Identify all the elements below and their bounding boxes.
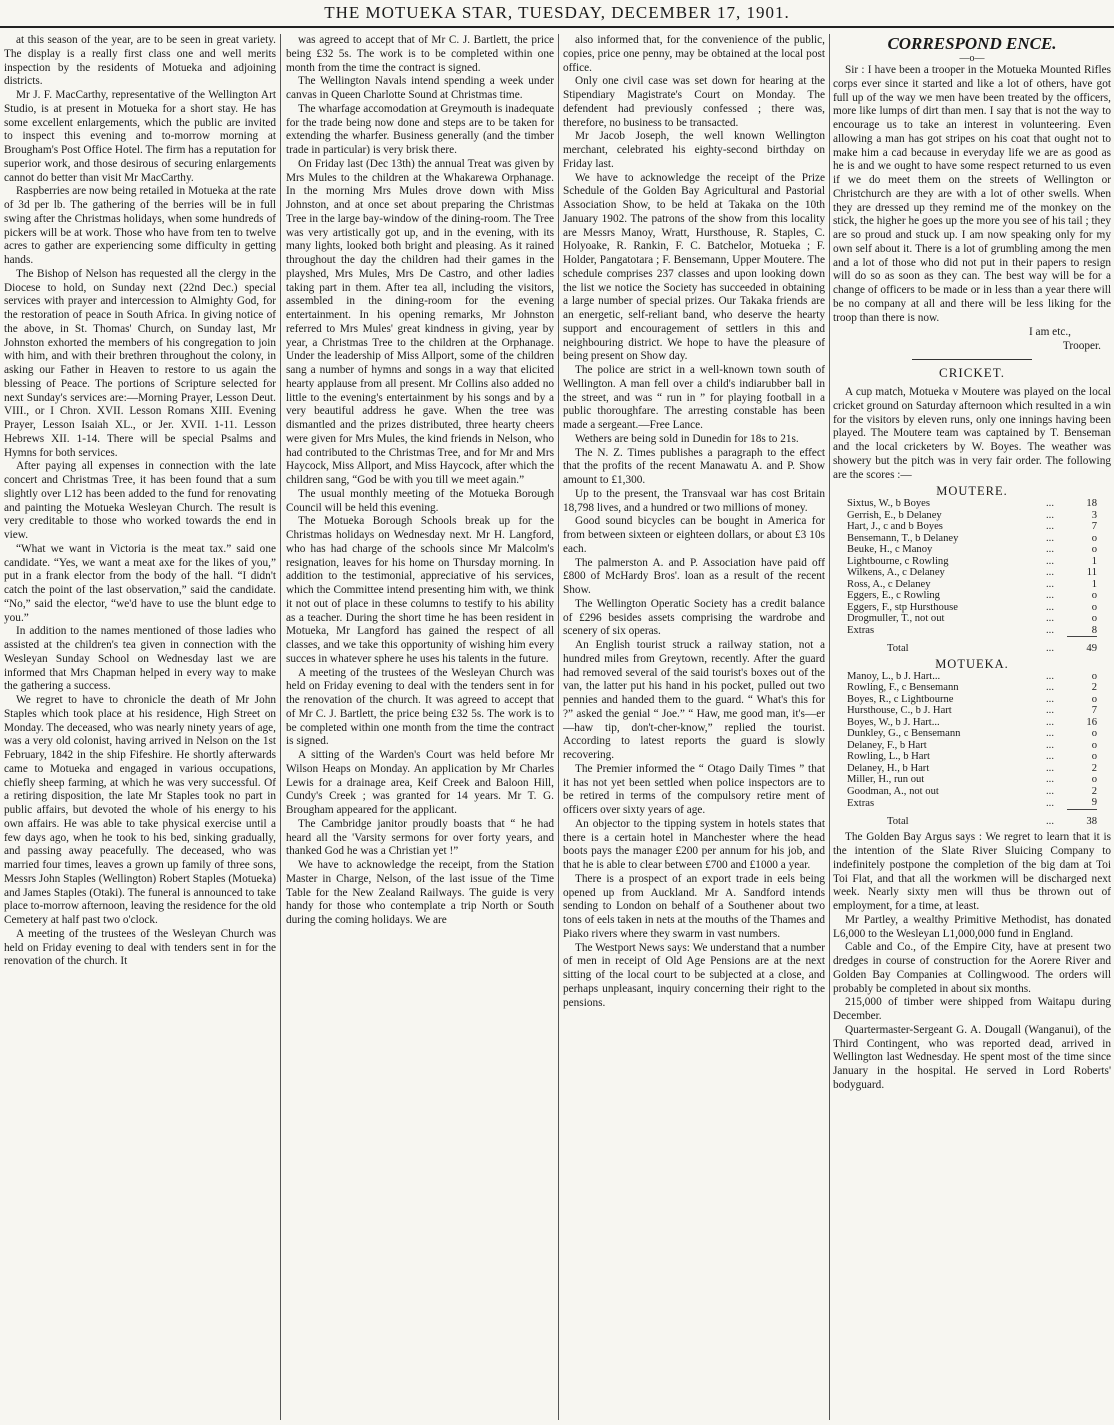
runs: 11: [1086, 567, 1097, 579]
news-paragraph: The Wellington Navals intend spending a week under canvas in Queen Charlotte Sound at Christmas time.: [286, 75, 554, 101]
leader-dots: ...: [1046, 716, 1054, 728]
leader-dots: ...: [1046, 762, 1054, 774]
runs: o: [1091, 728, 1097, 740]
news-paragraph: Only one civil case was set down for hearing at the Stipendiary Magistrate's Court on Monday. The defendent had previously confessed ; there was, therefore, no business to be transacted.: [563, 75, 825, 129]
news-paragraph: A meeting of the trustees of the Wesleyan Church was held on Friday evening to deal with the tenders sent in for the renovation of the church. It was agreed to accept that of Mr C. J. Bartlett, the price being £32 5s. The work is to be completed within one month from the time the contract is signed.: [286, 666, 554, 748]
leader-dots: ...: [1046, 728, 1054, 740]
score-row: [847, 671, 1097, 683]
runs: 9: [1091, 797, 1097, 809]
news-paragraph: The Golden Bay Argus says : We regret to learn that it is the intention of the Slate River Sluicing Company to indefinitely postpone the completion of the big dam at Toi Toi Flat, and that all the workmen will be discharged next week. Nearly sixty men will thus be thrown out of employment, for a time, at least.: [833, 831, 1111, 912]
total-row: [847, 809, 1097, 827]
column-rule: [558, 34, 559, 1420]
leader-dots: ...: [1046, 682, 1054, 694]
news-paragraph: A meeting of the trustees of the Wesleyan Church was held on Friday evening to deal with tenders sent in for the renovation of the church. It: [4, 927, 276, 968]
score-row: [847, 544, 1097, 556]
batsman-name: Hart, J., c and b Boyes: [847, 521, 943, 533]
news-paragraph: Up to the present, the Transvaal war has cost Britain 18,798 lives, and a hundred or two millions of money.: [563, 487, 825, 514]
news-paragraph: also informed that, for the convenience of the public, copies, price one penny, may be obtained at the local post office.: [563, 34, 825, 74]
score-row: [847, 763, 1097, 775]
column-rule: [829, 34, 830, 1420]
batsman-name: Goodman, A., not out: [847, 785, 939, 797]
scorecard-motueka: [847, 671, 1097, 828]
news-paragraph: We regret to have to chronicle the death of Mr John Staples which took place at his residence, High Street on Monday. The deceased, who was nearly ninety years of age, was a very old colonist, having arrived in Nelson on the 1st February, 1842 in the ship Fifeshire. He shortly afterwards came to Motueka and engaged in various occupations, chiefly sheep farming, at which he was very successful. Of a retiring disposition, the late Mr Staples took no part in public affairs, but devoted the whole of his energy to his own affairs. He was able to take physical exercise until a few days ago, when he took to his bed, sinking gradually, and passing away peacefully. The deceased, who was married four times, leaves a grown up family of three sons, Messrs John Staples (Wellington) Robert Staples (Motueka) and James Staples (Otaki). The funeral is announced to take place to-morrow afternoon, leaving the residence for the old Cemetery at half past two o'clock.: [4, 694, 276, 926]
batsman-name: Delaney, F., b Hart: [847, 739, 927, 751]
cricket-heading: CRICKET.: [939, 365, 1005, 381]
batsman-name: Miller, H., run out: [847, 774, 925, 786]
column-1: [4, 34, 276, 1422]
leader-dots: ...: [1046, 532, 1054, 544]
batsman-name: Ross, A., c Delaney: [847, 578, 931, 590]
news-paragraph: “What we want in Victoria is the meat tax.” said one candidate. “Yes, we want a meat axe for the likes of you,” put in a frank elector from the body of the hall. “I didn't catch the point of the last observation,” said the candidate. “No,” said the elector, “we'd have to use the blunt edge to you.”: [4, 542, 276, 624]
team-heading-motueka: MOTUEKA.: [935, 656, 1009, 671]
news-paragraph: After paying all expenses in connection with the late concert and Christmas Tree, it has been found that a sum slightly over L12 has been added to the fund for renovating and painting the Motueka Wesleyan Church. The result is very creditable to those who worked towards the end in view.: [4, 460, 276, 541]
runs: 2: [1091, 785, 1097, 797]
runs: 18: [1086, 498, 1097, 510]
leader-dots: ...: [1046, 601, 1054, 613]
news-paragraph: The Westport News says: We understand that a number of men in receipt of Old Age Pensions are at the next sitting of the local court to be subjected at a close, and perhaps unpleasant, inquiry concerning their right to the pensions.: [563, 941, 825, 1009]
leader-dots: ...: [1046, 785, 1054, 797]
leader-dots: ...: [1046, 567, 1054, 579]
score-row: [847, 682, 1097, 694]
leader-dots: ...: [1046, 625, 1054, 636]
letter-signature: Trooper.: [1062, 340, 1101, 353]
runs: 1: [1091, 578, 1097, 590]
score-row: [847, 498, 1097, 510]
cricket-intro: A cup match, Motueka v Moutere was played on the local cricket ground on Saturday afternoon which resulted in a win for the visitors by eleven runs, only one innings having been played. The Moutere team was captained by T. Benseman and the local cricketers by W. Boyes. The weather was showery but the pitch was in very fair order. The following are the scores :—: [833, 386, 1111, 481]
runs: 7: [1091, 521, 1097, 533]
score-row: [847, 797, 1097, 809]
leader-dots: ...: [1046, 544, 1054, 556]
news-paragraph: We have to acknowledge the receipt, from the Station Master in Charge, Nelson, of the last issue of the Time Table for the New Zealand Railways. The guide is very handy for those who contemplate a trip North or South during the coming holidays. We are: [286, 859, 554, 926]
news-paragraph: The N. Z. Times publishes a paragraph to the effect that the profits of the recent Manawatu A. and P. Show amount to £1,300.: [563, 446, 825, 486]
leader-dots: ...: [1046, 774, 1054, 786]
news-paragraph: Wethers are being sold in Dunedin for 18s to 21s.: [575, 432, 799, 445]
news-paragraph: The Wellington Operatic Society has a credit balance of £296 besides assets comprising the wardrobe and scenery of six operas.: [563, 597, 825, 638]
news-paragraph: Quartermaster-Sergeant G. A. Dougall (Wanganui), of the Third Contingent, who was reported dead, arrived in Wellington last Wednesday. He spent most of the time since January in the hospital. He served in Lord Roberts' bodyguard.: [833, 1023, 1111, 1091]
batsman-name: Drogmuller, T., not out: [847, 613, 945, 625]
news-paragraph: An objector to the tipping system in hotels states that there is a certain hotel in Manchester where the head boots pays the manager £200 per annum for his job, and that he is able to clear between £700 and £1000 a year.: [563, 817, 825, 871]
heading-ornament: —o—: [959, 53, 985, 64]
score-row: [847, 694, 1097, 706]
score-row: [847, 625, 1097, 637]
batsman-name: Rowling, F., c Bensemann: [847, 682, 959, 694]
runs: o: [1091, 544, 1097, 556]
leader-dots: ...: [1046, 670, 1054, 682]
leader-dots: ...: [1046, 751, 1054, 763]
runs: 16: [1086, 716, 1097, 728]
column-4: [833, 34, 1111, 1422]
news-paragraph: The police are strict in a well-known town south of Wellington. A man fell over a child's indiarubber ball in the street, and was “ run in ” for playing football in a public thoroughfare. The arresting constable has been made a sergeant.—Free Lance.: [563, 364, 825, 431]
column-2: [286, 34, 554, 1422]
score-row: [847, 590, 1097, 602]
news-paragraph: Mr Partley, a wealthy Primitive Methodist, has donated L6,000 to the Wesleyan L1,000,000 fund in England.: [833, 913, 1111, 940]
news-paragraph: A sitting of the Warden's Court was held before Mr Wilson Heaps on Monday. An application by Mr Charles Lewis for a drainage area, Keif Creek and Baloon Hill, Cundy's Creek ; was granted for 14 years. Mr T. G. Brougham appeared for the applicant.: [286, 749, 554, 816]
scorecard-moutere: [847, 498, 1097, 655]
news-paragraph: We have to acknowledge the receipt of the Prize Schedule of the Golden Bay Agricultural and Pastorial Association Show, to be held at Takaka on the 10th January 1902. The patrons of the show from this locality are Messrs Manoy, Wratt, Hursthouse, R. Staples, C. Holyoake, R. Rankin, F. C. Batchelor, Motueka ; F. Holder, Pangatotara ; F. Bensemann, Upper Moutere. The schedule comprises 237 classes and upon looking down the list we notice the Society has succeeded in obtaining a large number of special prizes. Our Takaka friends are an energetic, self-reliant band, who deserve the hearty support and encouragement of settlers in this and neighbouring district. We hope to have the pleasure of being present on Show day.: [563, 171, 825, 363]
news-paragraph: The Bishop of Nelson has requested all the clergy in the Diocese to hold, on Sunday next (22nd Dec.) special services with prayer and intercession to Almighty God, for the restoration of peace in South Africa. In giving notice of the above, in St. Thomas' Church, on Sunday last, Mr Johnston exhorted the members of his congregation to join with him, and with their brethren throughout the colony, in asking our Father in Heaven to restore to us again the blessing of Peace. The portions of Scripture selected for next Sunday's services are:—Morning Prayer, Lesson Deut. VIII., or I Chron. XVII. Lesson Romans XIII. Evening Prayer, Lesson Isaiah XL., or Jer. XVII. 1-11. Lesson Hebrews XII. 1-14. There will be special Psalms and Hymns for both services.: [4, 267, 276, 459]
batsman-name: Rowling, L., b Hart: [847, 751, 930, 763]
news-paragraph: 215,000 of timber were shipped from Waitapu during December.: [833, 996, 1111, 1022]
news-paragraph: The Motueka Borough Schools break up for the Christmas holidays on Wednesday next. Mr H. Langford, who has had charge of the schools since Mr Malcolm's resignation, leaves for his home on Thursday morning. In addition to the testimonial, appreciative of his services, which the Committee intend presenting him with, we think it not out of place in these columns to testify to his ability as a teacher. During the short time he has been resident in Motueka, Mr Langford has gained the respect of all classes, and we take this opportunity of wishing him every succes in whatever sphere he uses his talents in the future.: [286, 515, 554, 665]
score-row: [847, 533, 1097, 545]
leader-dots: ...: [1046, 613, 1054, 625]
leader-dots: ...: [1046, 555, 1054, 567]
news-paragraph: Mr J. F. MacCarthy, representative of the Wellington Art Studio, is at present in Motueka for a short stay. He has some excellent enlargements, which the public are invited to inspect this evening and to-morrow morning at Brougham's Post Office Hotel. The firm has a reputation for superior work, and those desirous of securing enlargements cannot do better than visit Mr MacCarthy.: [4, 89, 276, 184]
news-paragraph: Mr Jacob Joseph, the well known Wellington merchant, celebrated his eighty-second birthday on Friday last.: [563, 130, 825, 170]
news-paragraph: The Cambridge janitor proudly boasts that “ he had heard all the 'Varsity sermons for over forty years, and thanked God he was a Christian yet !”: [286, 817, 554, 858]
score-row: [847, 728, 1097, 740]
score-row: [847, 740, 1097, 752]
team-heading-moutere: MOUTERE.: [936, 484, 1008, 499]
total-row: [847, 637, 1097, 655]
runs: 1: [1091, 555, 1097, 567]
leader-dots: ...: [1046, 693, 1054, 705]
news-paragraph: The Premier informed the “ Otago Daily Times ” that it has not yet been settled when police inspectors are to be retired in terms of the compulsory retire ment of officers over sixty years of age.: [563, 762, 825, 816]
runs: 2: [1091, 682, 1097, 694]
news-paragraph: In addition to the names mentioned of those ladies who assisted at the children's tea given in connection with the Wesleyan Sunday School on Wednesday last we are informed that Mrs Chapman helped in every way to make the gathering a success.: [4, 625, 276, 693]
total-runs: 49: [1067, 637, 1097, 655]
leader-dots: ...: [1046, 578, 1054, 590]
news-paragraph: Good sound bicycles can be bought in America for from between sixteen or eighteen dollars, or about £3 10s each.: [563, 515, 825, 555]
runs: 8: [1091, 624, 1097, 636]
batsman-name: Gerrish, E., b Delaney: [847, 509, 942, 521]
batsman-name: Extras: [847, 625, 875, 636]
batsman-name: Boyes, R., c Lightbourne: [847, 693, 954, 705]
masthead: THE MOTUEKA STAR, TUESDAY, DECEMBER 17, 1901.: [0, 2, 1114, 28]
news-paragraph: was agreed to accept that of Mr C. J. Bartlett, the price being £32 5s. The work is to be completed within one month from the time the contract is signed.: [286, 34, 554, 74]
runs: o: [1091, 601, 1097, 613]
score-row: [847, 521, 1097, 533]
section-divider: [912, 359, 1032, 360]
news-paragraph: On Friday last (Dec 13th) the annual Treat was given by Mrs Mules to the children at the Whakarewa Orphanage. In the morning Mrs Mules drove down with Miss Johnston, and at once set about preparing the Christmas Tree in the large bay-window of the dining-room. The Tree was very artistically got up, and in the evening, with its many lights, looked both bright and pleasing. As it rained throughout the day the children had their games in the playshed, Mrs Mules, Mrs De Castro, and other ladies taking part in them. After tea all, including the visitors, assembled in the dining-room for the evening entertainment. In his opening remarks, Mr Johnston referred to Mrs Mules' great kindness in giving, year by year, a Christmas Tree to the children at the Orphanage. Under the leadership of Miss Allport, some of the children sang a number of hymns and songs in a way that elicited hearty applause from all present. Mr Collins also added no little to the evening's entertainment by his songs and by a very beautiful address he gave. When the tree was dismantled and the prizes distributed, three hearty cheers were given for Mrs Mules, the kind friends in Nelson, who had contributed to the Christmas Tree, and for Mr and Mrs Haycock, Miss Allport, and Miss Haycock, after which the children sang, “God be with you till we meet again.”: [286, 157, 554, 486]
runs: o: [1091, 739, 1097, 751]
news-paragraph: at this season of the year, are to be seen in great variety. The display is a really first class one and well merits inspection by the residents of Motueka and adjoining districts.: [4, 34, 276, 88]
batsman-name: Bensemann, T., b Delaney: [847, 532, 959, 544]
leader-dots: ...: [1046, 590, 1054, 602]
score-row: [847, 602, 1097, 614]
column-4-items: [833, 831, 1111, 1092]
letter-paragraph: Sir : I have been a trooper in the Motueka Mounted Rifles corps ever since it started and like a lot of others, have got full up of the way we men have been treated by the officers, more like lumps of dirt than men. I say that is not the way to encourage us to take an interest in volunteering. Even allowing a man has got stripes on his coat that ought not to make him a cad because in everyday life we are as good as he is and we ought to have some respect returned to us even if we do meet them on the streets of Wellington or Christchurch are they are with a lot of other swells. When they are dressed up they remind me of the monkey on the stick, the higher he goes up the more you see of his tail ; they are so proud and stuck up. I am now speaking only for my own self about it. There is a lot of grumbling among the men and a lot of those who did not put in their papers to resign will do so as soon as they can. The best way will be for a change of officers to be made or in less than a year there will be no company at all and there will be less liking for the troop than there is now.: [833, 64, 1111, 324]
news-paragraph: An English tourist struck a railway station, not a hundred miles from Greytown, recently. After the guard had removed several of the said tourist's boxes out of the van, the latter put his hand in his pocket, pulled out two pennies and handed them to the guard. “ What's this for ?” asked the genial “ Joe.” “ Haw, me good man, it's—er—haw tip, don't-cher-know,” replied the tourist. According to latest reports the guard is slowly recovering.: [563, 639, 825, 761]
runs: 3: [1091, 509, 1097, 521]
batsman-name: Beuke, H., c Manoy: [847, 544, 933, 556]
batsman-name: Boyes, W., b J. Hart...: [847, 716, 940, 728]
score-row: [847, 786, 1097, 798]
column-3: [563, 34, 825, 1422]
leader-dots: ...: [1046, 521, 1054, 533]
runs: o: [1091, 751, 1097, 763]
total-label: Total: [887, 643, 909, 654]
batsman-name: Eggers, F., stp Hursthouse: [847, 601, 958, 613]
batsman-name: Delaney, H., b Hart: [847, 762, 930, 774]
leader-dots: ...: [1046, 498, 1054, 510]
runs: 7: [1091, 705, 1097, 717]
correspondence-heading: CORRESPOND ENCE.: [887, 34, 1057, 53]
leader-dots: ...: [1046, 797, 1054, 809]
batsman-name: Eggers, E., c Rowling: [847, 590, 940, 602]
score-row: [847, 705, 1097, 717]
news-paragraph: Raspberries are now being retailed in Motueka at the rate of 3d per lb. The gathering of the berries will be in full swing after the Christmas holidays, when some hundreds of pickers will be at work. Those who have from ten to twelve acres to gather are experiencing some difficulty in getting hands.: [4, 185, 276, 266]
leader-dots: ...: [1046, 815, 1054, 827]
runs: o: [1091, 693, 1097, 705]
runs: o: [1091, 613, 1097, 625]
news-paragraph: The palmerston A. and P. Association have paid off £800 of McHardy Bros'. loan as a result of the recent Show.: [563, 556, 825, 596]
runs: o: [1091, 590, 1097, 602]
runs: o: [1091, 532, 1097, 544]
news-paragraph: There is a prospect of an export trade in eels being opened up from Auckland. Mr A. Sandford intends sending to London on behalf of a Southener about two tons of eels taken in nets at the mouths of the Thames and Piako rivers where they swarm in vast numbers.: [563, 872, 825, 940]
score-row: [847, 613, 1097, 625]
score-row: [847, 774, 1097, 786]
leader-dots: ...: [1046, 739, 1054, 751]
batsman-name: Sixtus, W., b Boyes: [847, 498, 931, 510]
leader-dots: ...: [1046, 705, 1054, 717]
score-row: [847, 717, 1097, 729]
column-rule: [280, 34, 281, 1420]
batsman-name: Lightbourne, c Rowling: [847, 555, 949, 567]
score-row: [847, 751, 1097, 763]
runs: o: [1091, 670, 1097, 682]
batsman-name: Wilkens, A., c Delaney: [847, 567, 945, 579]
batsman-name: Dunkley, G., c Bensemann: [847, 728, 961, 740]
batsman-name: Hursthouse, C., b J. Hart: [847, 705, 952, 717]
news-paragraph: Cable and Co., of the Empire City, have at present two dredges in course of construction for the Aorere River and Golden Bay Companies at Collingwood. The orders will probably be completed in about six months.: [833, 941, 1111, 995]
news-paragraph: The wharfage accomodation at Greymouth is inadequate for the trade being now done and steps are to be taken for extending the wharfer. Business generally (and the timber trade in particular) is very brisk there.: [286, 102, 554, 156]
leader-dots: ...: [1046, 509, 1054, 521]
score-row: [847, 556, 1097, 568]
total-runs: 38: [1067, 809, 1097, 827]
runs: o: [1091, 774, 1097, 786]
score-row: [847, 510, 1097, 522]
total-label: Total: [887, 815, 909, 827]
runs: 2: [1091, 762, 1097, 774]
letter-signoff: I am etc.,: [1028, 326, 1071, 339]
score-row: [847, 567, 1097, 579]
leader-dots: ...: [1046, 643, 1054, 654]
score-row: [847, 579, 1097, 591]
batsman-name: Manoy, L., b J. Hart...: [847, 670, 941, 682]
batsman-name: Extras: [847, 797, 875, 809]
news-paragraph: The usual monthly meeting of the Motueka Borough Council will be held this evening.: [286, 487, 554, 514]
